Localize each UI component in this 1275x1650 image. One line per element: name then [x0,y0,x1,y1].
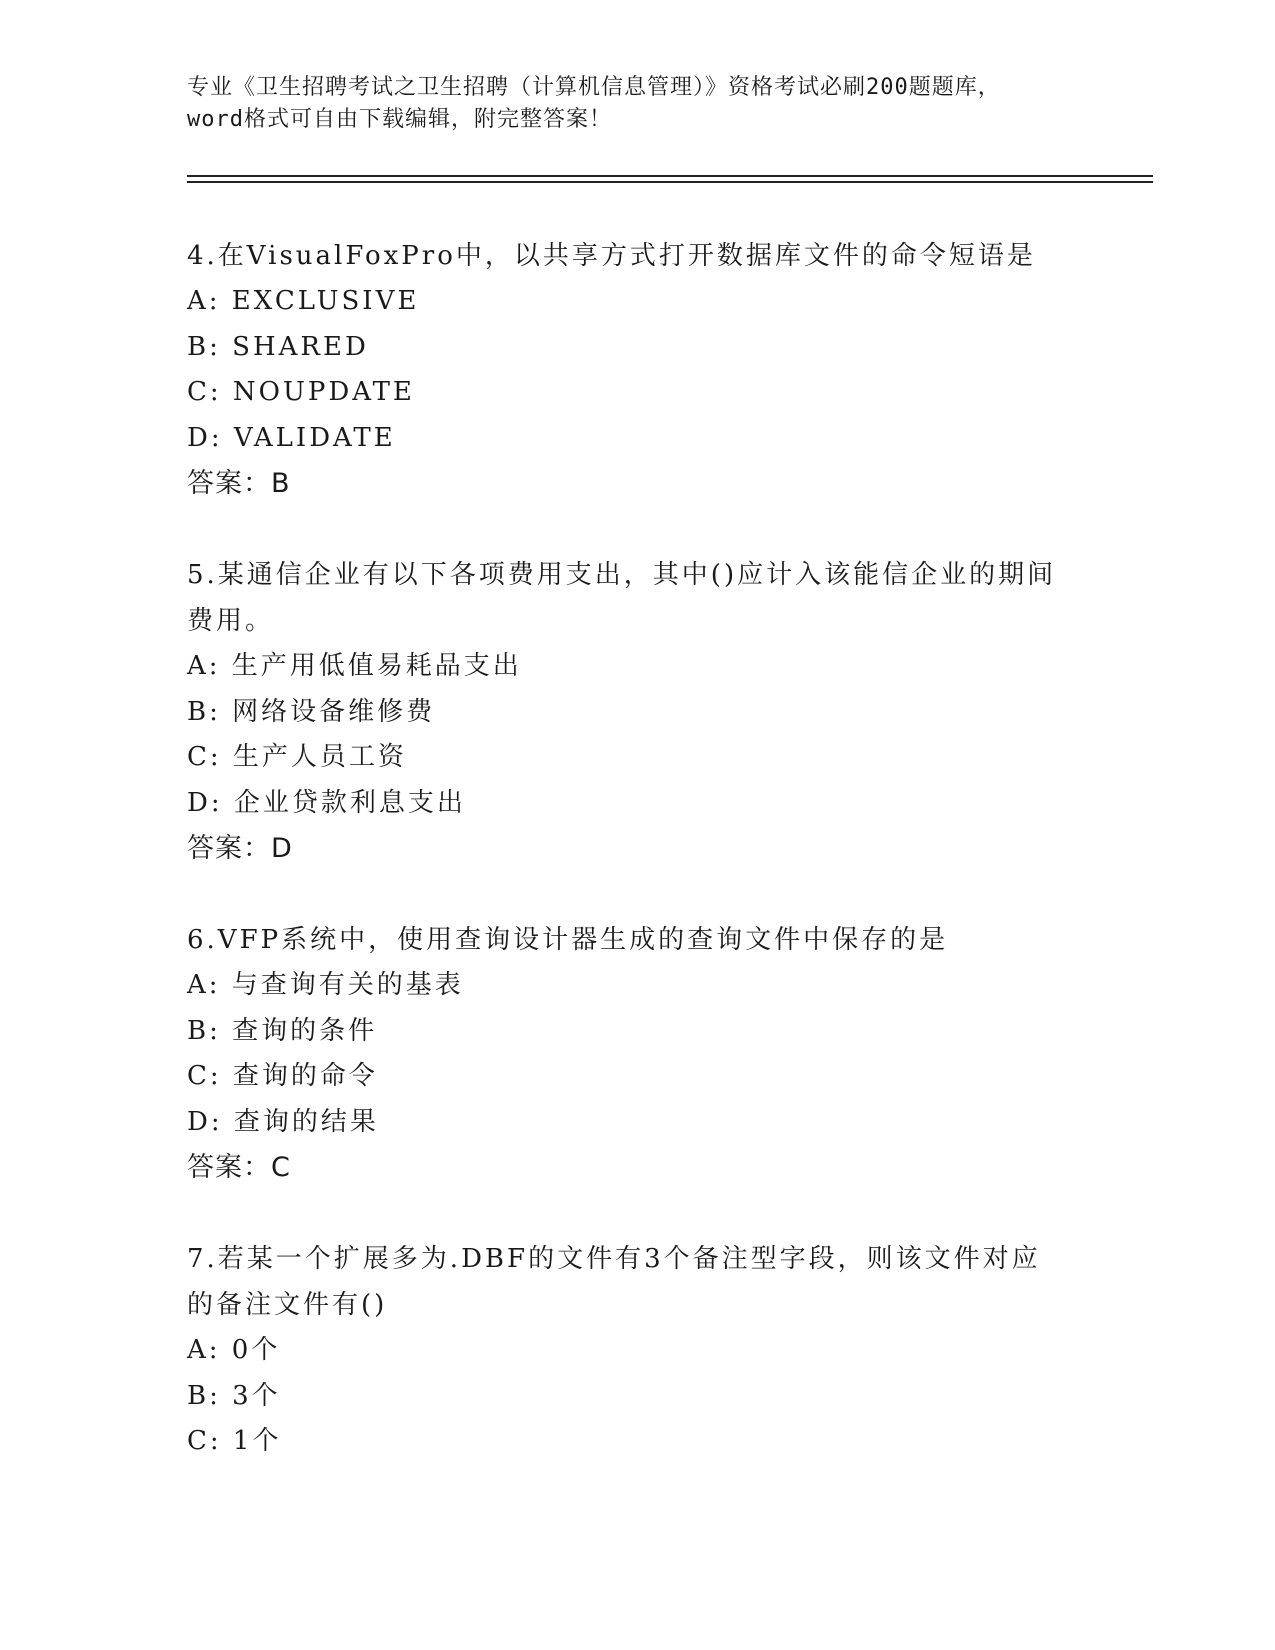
option-d: D: VALIDATE [187,422,396,453]
option-c: C: NOUPDATE [187,377,415,407]
option-c: C: 查询的命令 [187,1061,378,1091]
option-b: B: SHARED [187,331,369,362]
option-b: B: 查询的条件 [187,1015,378,1046]
answer-line: 答案：D [187,833,293,864]
question-stem: 7.若某一个扩展多为.DBF的文件有3个备注型字段，则该文件对应的备注文件有() [187,1244,1041,1320]
answer-line: 答案：C [187,1152,291,1183]
option-a: A: 生产用低值易耗品支出 [187,651,522,681]
question-stem: 5.某通信企业有以下各项费用支出，其中()应计入该能信企业的期间费用。 [187,560,1057,636]
document-header [187,72,1067,136]
option-a: A: 与查询有关的基表 [187,970,464,1000]
question-stem: 6.VFP系统中，使用查询设计器生成的查询文件中保存的是 [187,925,949,955]
option-b: B: 3个 [187,1380,281,1411]
option-c: C: 1个 [187,1426,282,1456]
header-line-2: word格式可自由下载编辑，附完整答案！ [187,107,612,132]
option-c: C: 生产人员工资 [187,742,407,772]
header-divider-bottom [187,181,1153,183]
question-4 [187,233,1067,506]
question-6 [187,917,1067,1190]
header-line-1: 专业《卫生招聘考试之卫生招聘（计算机信息管理）》资格考试必刷200题题库， [187,75,1001,100]
question-7 [187,1236,1067,1465]
answer-line: 答案：B [187,468,291,499]
question-5 [187,552,1067,871]
option-a: A: 0个 [187,1335,281,1365]
option-b: B: 网络设备维修费 [187,696,436,727]
option-a: A: EXCLUSIVE [187,286,420,316]
header-divider-top [187,175,1153,177]
option-d: D: 查询的结果 [187,1106,379,1137]
option-d: D: 企业贷款利息支出 [187,787,466,818]
question-stem: 4.在VisualFoxPro中，以共享方式打开数据库文件的命令短语是 [187,241,1036,271]
